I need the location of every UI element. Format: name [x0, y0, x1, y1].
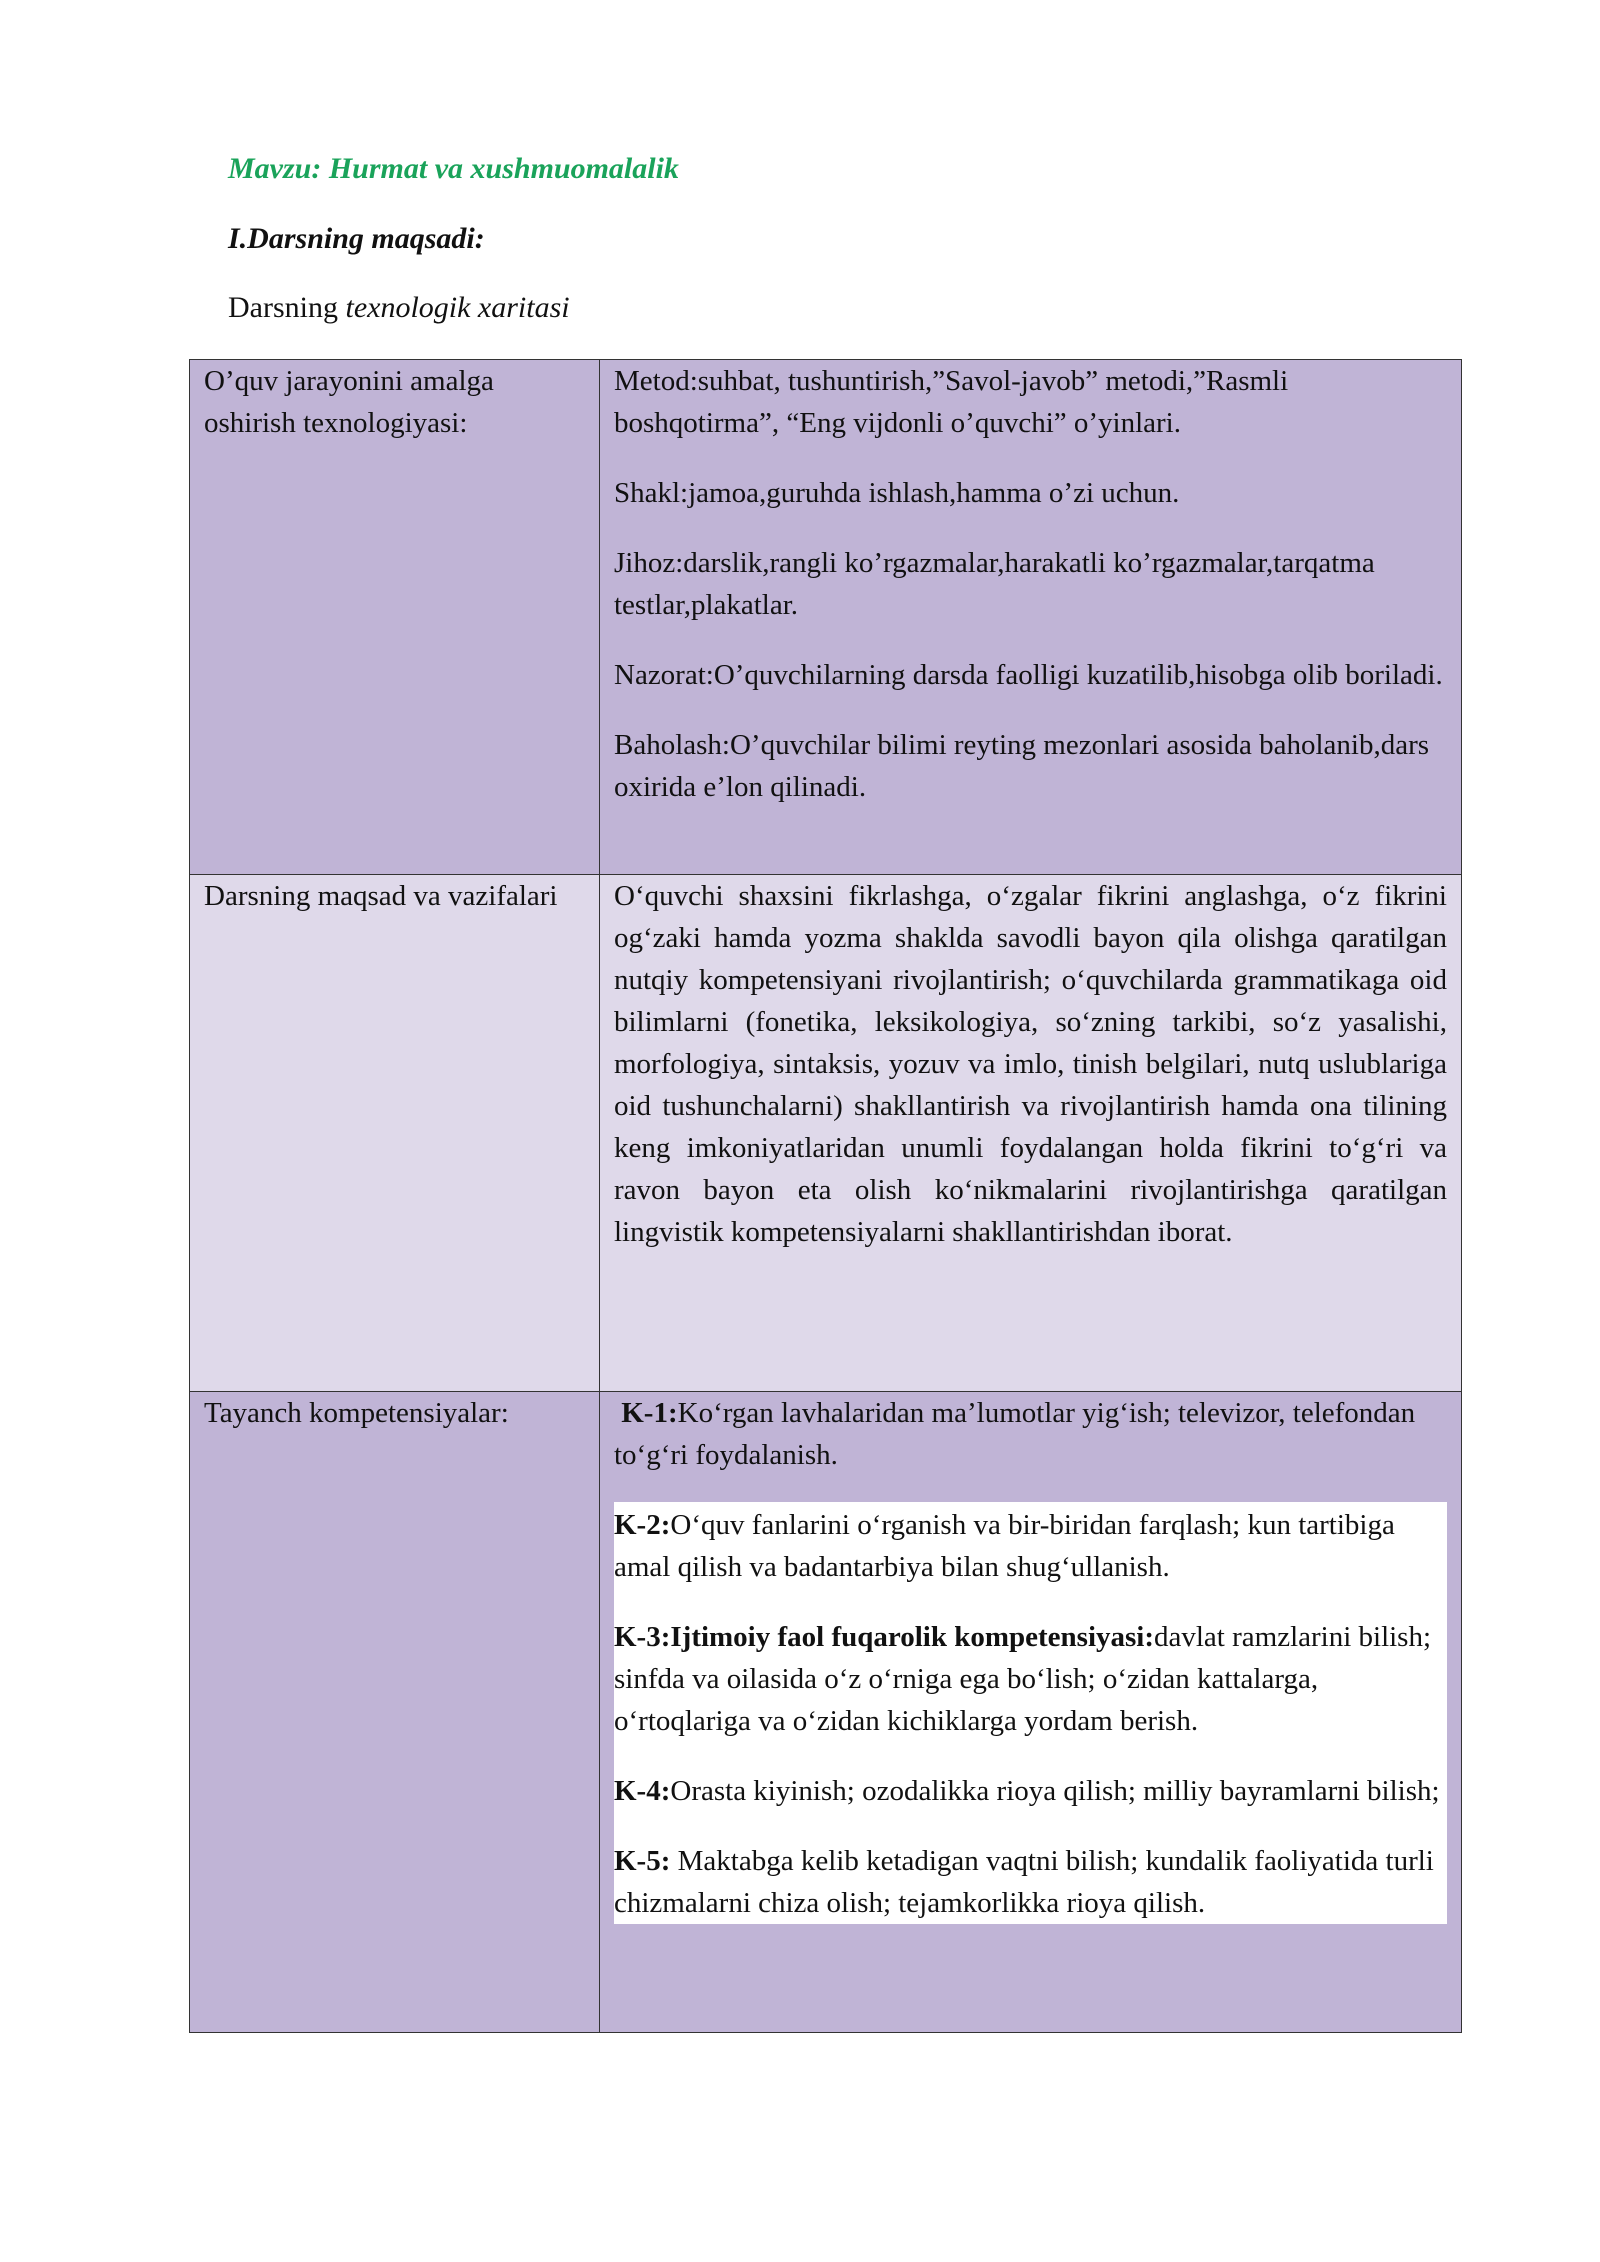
lesson-topic: Mavzu: Hurmat va xushmuomalalik [228, 152, 679, 185]
technology-map-table [189, 359, 1462, 2033]
equipment-item: Jihoz:darslik,rangli ko’rgazmalar,harakatli ko’rgazmalar,tarqatma testlar,plakatlar. [614, 547, 1375, 621]
method-item: Metod:suhbat, tushuntirish,”Savol-javob” metodi,”Rasmli boshqotirma”, “Eng vijdonli o’quvchi” o’yinlari. [614, 365, 1289, 439]
competencies-details [600, 1392, 1462, 2033]
table-row [190, 360, 1462, 875]
tech-map-subtitle [228, 291, 570, 325]
row-label-competencies: Tayanch kompetensiyalar: [190, 1392, 600, 2033]
lesson-goal-heading: I.Darsning maqsadi: [228, 222, 485, 255]
subtitle-italic: texnologik xaritasi [345, 291, 570, 324]
row-label-goals: Darsning maqsad va vazifalari [190, 875, 600, 1392]
form-item: Shakl:jamoa,guruhda ishlash,hamma o’zi uchun. [614, 477, 1180, 509]
subtitle-plain: Darsning [228, 291, 346, 324]
competencies-box [614, 1502, 1447, 1924]
control-item: Nazorat:O’quvchilarning darsda faolligi kuzatilib,hisobga olib boriladi. [614, 659, 1443, 691]
competency-k5: K-5: Maktabga kelib ketadigan vaqtni bilish; kundalik faoliyatida turli chizmalarni chiza olish; tejamkorlikka rioya qilish. [614, 1845, 1434, 1919]
goals-text: O‘quvchi shaxsini fikrlashga, o‘zgalar fikrini anglashga, o‘z fikrini og‘zaki hamda yozma shaklda savodli bayon qila olishga qaratilgan nutqiy kompetensiyani rivojlantirish; o‘quvchilarda grammatikaga oid bilimlarni (fonetika, leksikologiya, so‘zning tarkibi, so‘z yasalishi, morfologiya, sintaksis, yozuv va imlo, tinish belgilari, nutq uslublariga oid tushunchalarni) shakllantirish va rivojlantirish hamda ona tilining keng imkoniyatlaridan unumli foydalangan holda fikrini to‘g‘ri va ravon bayon eta olish ko‘nikmalarini rivojlantirishga qaratilgan lingvistik kompetensiyalarni shakllantirishdan iborat. [614, 880, 1447, 1248]
table-row [190, 875, 1462, 1392]
competency-k4: K-4:Orasta kiyinish; ozodalikka rioya qilish; milliy bayramlarni bilish; [614, 1775, 1440, 1807]
goals-details [600, 875, 1462, 1392]
assessment-item: Baholash:O’quvchilar bilimi reyting mezonlari asosida baholanib,dars oxirida e’lon qilinadi. [614, 729, 1430, 803]
table-row [190, 1392, 1462, 2033]
row-label-technology: O’quv jarayonini amalga oshirish texnologiyasi: [190, 360, 600, 875]
competency-k1: K-1:Ko‘rgan lavhalaridan ma’lumotlar yig‘ish; televizor, telefondan to‘g‘ri foydalanish. [614, 1397, 1416, 1471]
technology-details [600, 360, 1462, 875]
competency-k3: K-3:Ijtimoiy faol fuqarolik kompetensiyasi:davlat ramzlarini bilish; sinfda va oilasida o‘z o‘rniga ega bo‘lish; o‘zidan kattalarga, o‘rtoqlariga va o‘zidan kichiklarga yordam berish. [614, 1621, 1432, 1737]
competency-k2: K-2:O‘quv fanlarini o‘rganish va bir-biridan farqlash; kun tartibiga amal qilish va badantarbiya bilan shug‘ullanish. [614, 1509, 1395, 1583]
